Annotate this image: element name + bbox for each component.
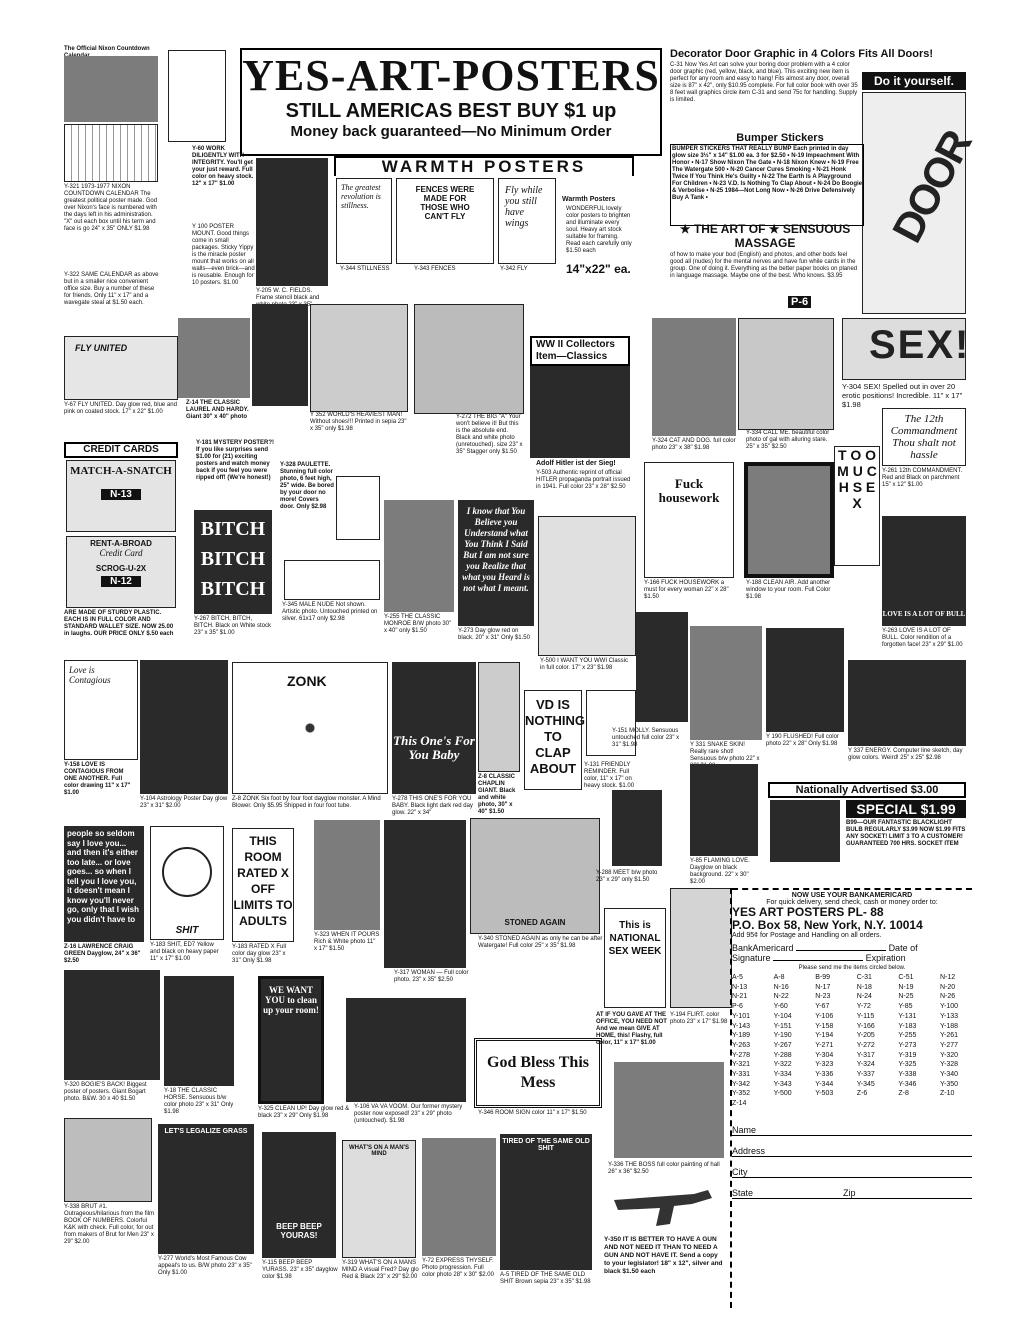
woman-caption: Y-317 WOMAN — Full color photo. 23" x 35" $2.50 [394,970,469,983]
hitler-photo [530,366,630,458]
commandment-poster: The 12th Commandment Thou shalt not hassle [882,408,966,466]
order-code[interactable]: Y-101 [732,1012,751,1020]
love-bull-caption: Y-263 LOVE IS A LOT OF BULL. Color rendition of a forgotten face! 23" x 29" $1.00 [882,628,963,648]
order-codes-grid [732,973,972,1109]
order-form [732,888,972,1308]
page-title: YES-ART-POSTERS [242,51,660,100]
stoned-label: STONED AGAIN [504,918,566,927]
order-code[interactable]: N-13 [732,983,748,991]
order-code[interactable]: Y-352 [732,1090,751,1098]
elephant-photo [314,820,380,930]
call-me-photo [738,318,834,430]
star-poster [336,476,380,540]
flushed-photo [766,628,844,732]
warmth-posters-title: WARMTH POSTERS [334,156,634,176]
stillness-caption: Y-344 STILLNESS [340,266,390,272]
love-bull-poster [882,516,966,626]
call-me-caption: Y-334 CALL ME. beautiful color photo of gal with alluring stare. 25" x 35" $2.50 [746,430,830,450]
work-diligently-caption: Y-60 WORK DILIGENTLY WITH INTEGRITY. You'll get your just reward. Full color on heavy stock. 12" x 17" $1.00 [192,146,254,187]
gun-icon [604,1180,724,1232]
order-code [857,1099,889,1109]
order-codes-row [732,1089,972,1099]
order-code[interactable]: Y-342 [732,1080,751,1088]
ww2-box: WW II Collectors Item—Classics [530,336,630,366]
order-code[interactable]: Y-261 [939,1032,959,1040]
astrology-poster [140,660,228,794]
fences-poster: FENCES WERE MADE FOR THOSE WHO CAN'T FLY [396,178,494,264]
god-bless-this-mess-sign: God Bless This Mess [474,1038,602,1108]
credit-cards-title: CREDIT CARDS [64,442,178,458]
order-code[interactable]: Y-271 [815,1041,834,1049]
order-code[interactable]: N-24 [856,993,872,1001]
cat-dog-photo [652,318,736,436]
order-code[interactable]: N-17 [815,983,831,991]
match-card-title: MATCH-A-SNATCH [70,465,172,477]
bogie-caption: Y-320 BOGIE'S BACK! Biggest poster of posters. Giant Bogart photo. B&W. 30 x 40 $1.50 [64,1082,147,1102]
people-text: people so seldom say I love you... and then it's either too late... or love goes... so when I tell you I love you, it doesn't mean I know you'll never go, only that I wish you didn't have to [67,829,139,924]
order-code[interactable]: Y-115 [856,1012,875,1020]
bitch-poster [194,510,272,614]
order-code[interactable]: Y-158 [815,1022,834,1030]
order-code[interactable]: N-16 [773,983,789,991]
heaviest-man-caption: Y 352 WORLD'S HEAVIEST MAN! Without shoes!!! Printed in sepia 23" x 35" only $1.98 [310,412,407,432]
masthead-guarantee: Money back guaranteed—No Minimum Order [290,123,612,140]
special-price-badge: SPECIAL $1.99 [846,800,966,818]
flushed-caption: Y 190 FLUSHED! Full color photo 22" x 28" Only $1.98 [766,734,839,747]
date-of-label: Date of [888,943,918,953]
bogie-photo [64,970,160,1080]
bitch-word-3: BITCH [200,578,266,600]
order-code [898,1099,930,1109]
order-code[interactable]: Y-190 [773,1032,792,1040]
order-code[interactable]: N-18 [856,983,872,991]
meet-caption: Y-288 MEET b/w photo 23" x 29" only $1.50 [596,870,658,883]
order-codes-row [732,1041,972,1051]
order-code[interactable]: Y-343 [773,1080,792,1088]
order-code[interactable]: Y-194 [815,1032,834,1040]
signature-label: Signature [732,953,771,963]
order-handling: Add 95¢ for Postage and Handling on all orders. [732,932,882,939]
va-va-voom-photo [346,998,466,1102]
rent-card-title: RENT-A-BROAD [90,539,152,548]
massage-code: P-6 [788,296,811,308]
order-code[interactable]: Y-331 [732,1071,751,1079]
horse-caption: Y-18 THE CLASSIC HORSE. Sensuous b/w color photo 23" x 31" Only $1.98 [164,1088,234,1115]
meet-photo [612,790,662,866]
tired-caption: A-5 TIRED OF THE SAME OLD SHIT Brown sepia 23" x 35" $1.98 [500,1272,591,1285]
express-caption: Y-72 EXPRESS THYSELF. Photo progression. Full color photo 28" x 30" $2.00 [422,1258,494,1278]
fly-united-poster [64,336,178,400]
nixon-small-calendar-caption: Y-322 SAME CALENDAR as above but in a smaller nice convenient office size. Buy a number of these for friends. Only 11" x 17" and a wavegate steal at $1.50 each. [64,272,159,306]
paulette-caption: Y-328 PAULETTE. Stunning full color photo, 6 feet high, 25" wide. Be bored by your door no more! Covers door. Only $2.98 [280,462,334,510]
order-code[interactable]: Y-288 [773,1051,792,1059]
i-want-you-caption: Y-500 I WANT YOU WWI Classic in full color. 17" x 23" $1.98 [540,658,629,671]
order-code[interactable]: N-26 [939,993,956,1001]
order-code[interactable]: Y-345 [856,1080,875,1088]
address-label: Address [732,1145,766,1156]
vd-poster: VD IS NOTHING TO CLAP ABOUT [524,690,582,790]
rent-card-sub: Credit Card [99,548,143,558]
housework-text: Fuck housework [658,476,720,505]
order-code[interactable]: Z-10 [939,1090,955,1098]
flaming-love-poster [690,764,758,856]
national-sex-week-poster: This is NATIONAL SEX WEEK [604,908,666,1008]
order-codes-row [732,1031,972,1041]
order-code[interactable]: N-21 [732,993,748,1001]
male-nude-frame [284,560,380,600]
bankamericard-number-input[interactable] [796,950,886,951]
hitler-caption: Y-503 Authentic reprint of official HITLER propaganda portrait issued in 1941. Full color 23" x 28" $2.50 [536,470,631,490]
rent-a-broad-card [66,536,176,608]
mans-mind-caption: Y-319 WHAT'S ON A MANS MIND A visual Fred? Day glo Red & Black 23" x 29" $2.00 [342,1260,419,1280]
cow-poster [158,1124,254,1254]
fuck-housework-poster [644,462,734,578]
cat-dog-caption: Y-324 CAT AND DOG. full color photo 23" x 38" $1.98 [652,438,736,451]
tired-poster [500,1134,592,1270]
mans-mind-text: WHAT'S ON A MAN'S MIND [349,1145,409,1157]
fly-united-caption: Y-67 FLY UNITED. Day glow red, blue and pink on coated stock. 17" x 22" $1.00 [64,402,177,415]
bankamericard-label: BankAmericard [732,943,794,953]
brut-photo [64,1118,152,1202]
door-graphic [862,92,981,314]
love-contagious-poster: Love is Contagious [64,660,138,760]
order-code [774,1099,806,1109]
address-field[interactable] [732,1146,972,1157]
bitch-caption: Y-267 BITCH, BITCH, BITCH. Black on White stock 23" x 35" $1.00 [194,616,272,636]
nixon-calendar-header: The Official Nixon Countdown [64,46,150,52]
order-code[interactable]: Y-336 [815,1071,834,1079]
sex-poster [842,318,971,380]
order-code[interactable]: Y-334 [773,1071,792,1079]
order-code[interactable]: Y-255 [898,1032,917,1040]
housework-caption: Y-166 FUCK HOUSEWORK a must for every woman 22" x 28" $1.50 [644,580,729,600]
order-code[interactable]: Y-346 [898,1080,917,1088]
order-instructions: For quick delivery, send check, cash or money order to: [766,899,938,906]
bankamericard-heading: NOW USE YOUR BANKAMERICARD [732,888,972,899]
order-code[interactable]: Y-344 [815,1080,834,1088]
do-it-yourself-badge: Do it yourself. [862,72,966,90]
door-heading: Decorator Door Graphic in 4 Colors Fits All Doors! [670,48,934,60]
state-zip-field[interactable] [732,1188,972,1199]
stoned-caption: Y-340 STONED AGAIN as only he can be after Watergate! Full color 25" x 35" $1.98 [478,936,603,949]
order-code[interactable]: N-20 [939,983,956,991]
beep-text: BEEP BEEP YOURAS! [276,1222,322,1240]
bumper-caption: BUMPER STICKERS THAT REALLY BUMP Each printed in day glow size 3½" x 14" $1.00 ea. 3 for $2.50 • N-19 Impeachment With Honor • N-17 Show Nixon The Gate • N-18 Nixon Knew • N-19 Free The Watergate 500 • N-20 Cancer Cures Smoking • N-21 Honk Twice If You Think He's Guilty • N-22 The Earth Is A Playground For Children • N-23 V.D. Is Nothing To Clap About • N-24 Do Boogie & Verbolise • N-25 1984—Not Long Now • N-26 Drive Defensively Buy A Tank • [670,144,864,226]
rent-card-number: SCROG-U-2X [95,564,147,573]
order-code[interactable]: Z-14 [732,1100,747,1108]
order-code[interactable]: Y-277 [939,1041,959,1049]
beep-beep-poster [262,1132,336,1258]
order-code[interactable]: Y-85 [898,1003,913,1011]
this-ones-for-you-poster [392,662,476,794]
special-caption: B99—OUR FANTASTIC BLACKLIGHT BULB REGULARLY $3.99 NOW $1.99 FITS ANY SOCKET! LIMIT 3 TO A CUSTOMER! GUARANTEED 700 HRS. SOCKET ITEM [846,820,966,847]
mystery-caption: Y-181 MYSTERY POSTER?! If you like surprises send $1.00 for (21) exciting posters and watch money back if you feel you were ripped off! (We're honest!) [196,440,275,481]
molly-photo [636,612,688,722]
nixon-calendar-caption: Y-321 1973-1977 NIXON COUNTDOWN CALENDAR The greatest political poster made. God over Nixon's face is numbered with the days left in his administration. "X" out each box until his term and face is go 24" x 35" ONLY $1.98 [64,184,158,232]
order-codes-row [732,973,972,983]
order-code[interactable]: N-25 [898,993,914,1001]
order-code[interactable]: Y-67 [815,1003,830,1011]
signature-field[interactable] [732,953,972,963]
order-code[interactable]: Y-304 [815,1051,834,1059]
i-know-text: I know that You Believe you Understand what You Think I Said But I am not sure you Realize that what you Heard is not what I meant. [462,506,530,593]
order-codes-row [732,983,972,993]
laurel-hardy-caption: Z-14 THE CLASSIC LAUREL AND HARDY. Giant 30" x 40" photo [186,400,249,420]
nationally-advertised: Nationally Advertised $3.00 [768,782,966,798]
name-field[interactable] [732,1125,972,1136]
cow-headline: LET'S LEGALIZE GRASS [164,1128,248,1135]
order-form-border [730,888,732,1308]
shit-text: SHIT [175,925,199,936]
nixon-calendar-grid [64,124,158,182]
zonk-label: ZONK [287,673,327,689]
massage-title: ★ THE ART OF ★ SENSUOUS MASSAGE [679,222,851,250]
poster-mount-caption: Y 100 POSTER MOUNT. Good things come in small packages. Sticky Yippy is the miracle poster mount that works on all walls—even brick—and is reusable. Enough for 10 posters. $1.00 [192,224,255,286]
we-want-you-poster [258,976,324,1104]
expiration-label: Expiration [865,953,906,963]
order-codes-row [732,992,972,1002]
order-code[interactable]: Y-324 [856,1061,875,1069]
boss-painting [614,1062,724,1158]
order-code [815,1099,847,1109]
order-codes-row [732,1002,972,1012]
order-code[interactable]: Y-325 [898,1061,917,1069]
order-code[interactable]: Y-317 [856,1051,875,1059]
bitch-word-1: BITCH [200,518,266,540]
order-code[interactable]: N-22 [773,993,789,1001]
tired-text: TIRED OF THE SAME OLD SHIT [502,1138,590,1152]
order-code[interactable]: Y-263 [732,1041,751,1049]
order-code[interactable]: Y-166 [856,1022,875,1030]
zonk-caption: Z-8 ZONK Six foot by four foot dayglow monster. A Mind Blower. Only $5.95 Shipped in four foot tube. [232,796,381,809]
hitler-slogan: Adolf Hitler ist der Sieg! [536,460,616,467]
people-poster [64,826,144,942]
big-a-caption: Y-272 THE BIG "A" Your won't believe it! But this is the absolute end. Black and white photo (unretouched). size 23" x 35" Stagger only $1.50 [456,414,523,455]
order-code[interactable]: Y-106 [815,1012,834,1020]
energy-poster [848,660,966,746]
snake-skin-photo [690,626,762,740]
blacklight-bulb-photo [770,800,840,862]
order-code [940,1099,972,1109]
order-codes-row [732,1012,972,1022]
order-code[interactable]: Y-321 [732,1061,751,1069]
order-code[interactable]: C-31 [856,974,872,981]
paulette-photo [252,304,308,406]
laurel-hardy-photo [178,318,250,398]
energy-caption: Y 337 ENERGY. Computer line sketch, day glow colors. Weird! 25" x 25" $2.98 [848,748,963,761]
match-card-code: N-13 [101,489,141,500]
love-bull-text: LOVE IS A LOT OF BULL [882,610,966,618]
order-address: P.O. Box 58, New York, N.Y. 10014 [732,918,923,932]
city-field[interactable] [732,1167,972,1178]
clean-air-caption: Y-188 CLEAN AIR. Add another window to your room. Full Color $1.98 [746,580,831,600]
gun-drawing [604,1180,724,1232]
eye-chart-poster: T O O M U C H S E X [834,446,880,566]
rated-x-caption: Y-183 RATED X Full color day glow 23" x 31" Only $1.98 [232,944,287,964]
door-caption: C-31 Now Yes Art can solve your boring door problem with a 4 color door graphic (red, yellow, black, and blue). This exciting new item is perfect for any room and easy to hang! Fits almost any door, overall size is 87" x 42", only $10.95 complete. For full color book with over 35 8 feet wall graphics circle item C-31 and send 75c for handling. Supply is limited. [670,62,858,103]
warmth-size: 14"x22" ea. [566,262,631,276]
order-code[interactable]: Y-338 [898,1071,917,1079]
room-sign-caption: Y-346 ROOM SIGN color 11" x 17" $1.50 [478,1110,587,1116]
sex-caption: Y-304 SEX! Spelled out in over 20 erotic positions! Incredible. 11" x 17" $1.98 [842,382,963,409]
order-codes-row [732,1070,972,1080]
order-code[interactable]: Y-205 [856,1032,875,1040]
brut-caption: Y-338 BRUT #1. Outrageous/hilarious from the film BOOK OF NUMBERS. Colorful K&K with check. Full color, for out from makers of Brut for Men 23" x 29" $2.00 [64,1204,155,1245]
order-code[interactable]: Y-100 [939,1003,959,1011]
stillness-poster: The greatest revolution is stillness. [336,178,392,264]
wc-fields-photo [256,158,328,286]
order-code[interactable]: Y-183 [898,1022,917,1030]
stoned-again-poster [470,818,600,934]
order-code[interactable]: Y-273 [898,1041,917,1049]
va-va-voom-caption: Y-106 VA VA VOOM. Our former mystery poster now exposed! 23" x 29" photo (untouched). $1.98 [354,1104,463,1124]
shit-caption: Y-183 SHIT, ED7 Yellow and black on heavy paper 11" x 17" $1.00 [150,942,219,962]
order-code[interactable]: C-51 [898,974,914,981]
order-code[interactable]: Y-337 [856,1071,875,1079]
big-a-photo [414,304,524,414]
molly-caption: Y-151 MOLLY. Sensuous untouched full color 23" x 31" $1.98 [612,728,680,748]
boss-caption: Y-336 THE BOSS full color painting of hall 26" x 36" $2.50 [608,1162,720,1175]
order-code[interactable]: Y-143 [732,1022,751,1030]
astrology-caption: Y-104 Astrology Poster Day glow 23" x 31" $2.00 [140,796,228,809]
zip-label: Zip [843,1187,856,1198]
monroe-photo [384,500,454,612]
order-code[interactable]: Y-500 [773,1090,792,1098]
fences-caption: Y-343 FENCES [414,266,456,272]
we-want-you-text: WE WANT YOU to clean up your room! [263,985,319,1015]
work-diligently-poster [168,50,226,142]
clean-up-caption: Y-325 CLEAN UP! Day glow red & black 23" x 29" Only $1.98 [258,1106,350,1119]
order-code[interactable]: Y-189 [732,1032,751,1040]
commandment-caption: Y-261 12th COMMANDMENT. Red and Black on parchment 15" x 12" $1.00 [882,468,963,488]
i-know-poster [458,500,534,626]
nixon-photo [64,56,158,122]
order-code[interactable]: Y-272 [856,1041,875,1049]
order-code[interactable]: Y-340 [939,1071,959,1079]
warmth-caption: WONDERFUL lovely color posters to brighten and illuminate every soul. Heavy art stock suitable for framing. Read each carefully only $1.50 each [566,206,632,254]
gun-caption: Y-350 IT IS BETTER TO HAVE A GUN AND NOT NEED IT THAN TO NEED A GUN AND NOT HAVE IT. Send a copy to your legislator! 18" x 12", silver and black $1.50 each [604,1236,723,1275]
circle-instructions: Please send me the items circled below. [798,965,906,971]
order-code[interactable]: N-12 [939,974,956,981]
this-room-rated-x-poster: THIS ROOM RATED X OFF LIMITS TO ADULTS [232,828,294,942]
order-code[interactable]: Y-267 [773,1041,792,1049]
people-caption: Z-16 LAWRENCE CRAIG GREEN Dayglow, 24" x 36" $2.50 [64,944,141,964]
match-a-snatch-card [66,460,176,532]
cow-caption: Y-277 World's Most Famous Cow appeal's to us. B/W photo 23" x 35" Only $1.00 [158,1256,252,1276]
order-codes-row [732,1099,972,1109]
order-code[interactable]: N-23 [815,993,831,1001]
woman-photo [384,820,466,968]
chaplin-caption: Z-8 CLASSIC CHAPLIN GIANT. Black and white photo, 30" x 40" $1.50 [478,774,516,815]
wc-fields-caption: Y-205 W. C. FIELDS. Frame stencil black and [256,288,320,301]
fly-caption: Y-342 FLY [500,266,528,272]
baby-caption: Y-278 THIS ONE'S FOR YOU BABY. Black light dark red day glow. 22" x 34" [392,796,473,816]
order-codes-row [732,1080,972,1090]
order-code[interactable]: Y-328 [939,1061,959,1069]
sex-poster-text: SEX! [869,323,971,367]
monroe-caption: Y-255 THE CLASSIC MONROE B/W photo 30" x 40" only $1.50 [384,614,452,634]
fly-poster: Fly while you still have wings [498,178,556,264]
order-code[interactable]: A-5 [732,974,743,981]
flirt-caption: Y-194 FLIRT. color photo 23" x 17" $1.98 [670,1012,728,1025]
order-code[interactable]: Y-60 [773,1003,788,1011]
horse-poster [164,976,234,1086]
order-codes-row [732,1060,972,1070]
elephant-caption: Y-323 WHEN IT POURS Rich & White photo 11" x 17" $1.50 [314,932,380,952]
heaviest-man-photo [310,304,408,412]
order-codes-row [732,1051,972,1061]
snake-skin-caption: Y 331 SNAKE SKIN! Really rare shot! Sensuous b/w photo 22" x [690,742,760,762]
rent-card-code: N-12 [101,576,141,587]
masthead-subtitle: STILL AMERICAS BEST BUY $1 up [285,100,617,122]
order-company: YES ART POSTERS PL- 88 [732,905,884,919]
order-code[interactable]: Y-278 [732,1051,751,1059]
warmth-label: Warmth Posters [562,196,616,203]
fly-united-text: FLY UNITED [75,343,128,353]
order-code[interactable]: Y-323 [815,1061,834,1069]
order-code[interactable]: Z-8 [898,1090,909,1098]
order-code[interactable]: Y-350 [939,1080,959,1088]
name-label: Name [732,1124,757,1135]
order-code[interactable]: Y-188 [939,1022,959,1030]
order-code[interactable]: Y-322 [773,1061,792,1069]
door-graphic-text: DOOR [883,123,981,250]
zonk-poster [232,662,388,794]
masthead [240,48,662,156]
order-code[interactable]: Y-131 [898,1012,917,1020]
express-thyself-photo [422,1138,496,1256]
bumper-heading: Bumper Stickers [736,132,824,144]
order-codes-row [732,1022,972,1032]
order-code[interactable]: Y-151 [773,1022,792,1030]
shit-poster [150,826,224,940]
order-code[interactable]: Y-72 [856,1003,871,1011]
clean-air-window [744,462,834,578]
state-label: State [732,1187,754,1198]
order-code[interactable]: Z-6 [856,1090,868,1098]
chaplin-photo [478,662,520,772]
bankamericard-field[interactable] [732,943,972,953]
mans-mind-poster [342,1140,416,1258]
male-nude-caption: Y-345 MALE NUDE Not shown. Artistic photo. Untouched printed on silver. 61x17 only $2.98 [282,602,378,622]
i-know-caption: Y-273 Day glow red on black. 20" x 31" Only $1.50 [458,628,530,641]
city-label: City [732,1166,748,1177]
order-code[interactable]: Y-320 [939,1051,959,1059]
order-code[interactable]: P-6 [732,1003,743,1011]
order-code[interactable]: B-99 [815,974,830,981]
flaming-love-caption: Y-85 FLAMING LOVE. Dayglow on black background. 22" x 30" $2.00 [690,858,750,885]
face-icon [162,847,212,897]
vd-caption: Y-131 FRIENDLY REMINDER. Full color, 11" x 17" on heavy stock. $1.00 [584,762,635,789]
bitch-word-2: BITCH [200,548,266,570]
flirt-photo [670,888,732,1008]
credit-cards-caption: ARE MADE OF STURDY PLASTIC. EACH IS IN FULL COLOR AND STANDARD WALLET SIZE. NOW 25.00 in laughs. OUR PRICE ONLY $.50 each [64,610,174,637]
order-code[interactable]: Y-133 [939,1012,959,1020]
love-contagious-caption: Y-158 LOVE IS CONTAGIOUS FROM ONE ANOTHER. Full color drawing 11" x 17" $1.00 [64,762,131,796]
signature-input[interactable] [773,960,863,961]
order-code[interactable]: N-19 [898,983,914,991]
massage-caption: of how to make your bod (English) and photos, and other bods feel good all (nudes) for the mental nerves and have fun while cards in the group. One of doing it. Everything as the better paper books on planed in language massage. Maybe one of the best. Who knows. $3.95 [670,252,858,279]
beep-caption: Y-115 BEEP BEEP YURASS. 23" x 35" dayglow color $1.98 [262,1260,338,1280]
order-code[interactable]: Y-104 [773,1012,792,1020]
office-caption: AT IF YOU GAVE AT THE OFFICE, YOU NEED NOT And we mean GIVE AT HOME, this! Flashy, full color, 11" x 17" $1.00 [596,1012,667,1046]
order-code[interactable]: Y-319 [898,1051,917,1059]
baby-text: This One's For You Baby [393,733,475,762]
order-code[interactable]: Y-503 [815,1090,834,1098]
i-want-you-poster [538,516,636,656]
order-code[interactable]: A-8 [773,974,785,981]
